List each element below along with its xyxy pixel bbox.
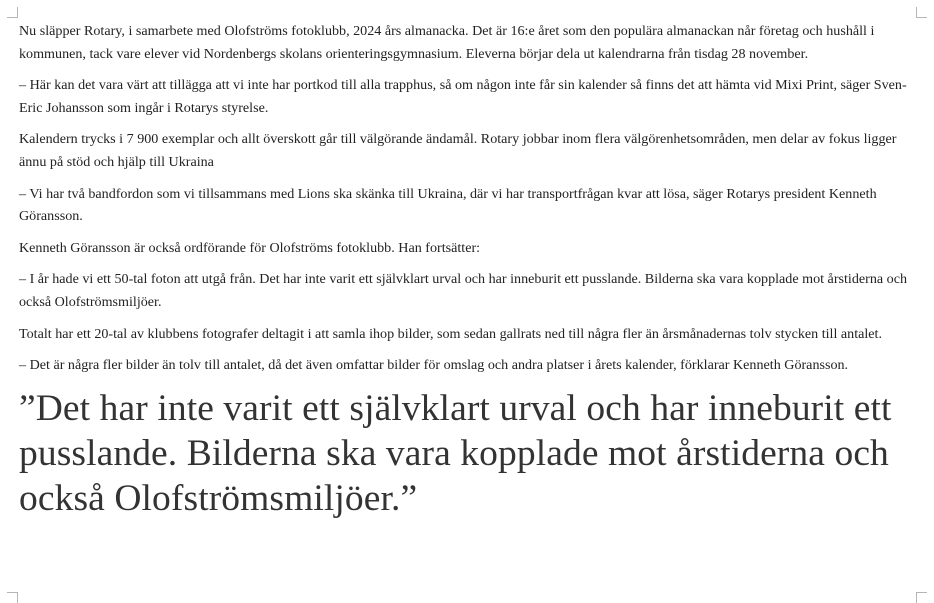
article-paragraph: Kalendern trycks i 7 900 exemplar och allt överskott går till välgörande ändamål. Rotary jobbar inom flera välgörenhetsområden, men delar av fokus ligger ännu på stöd och hjälp till Ukraina xyxy=(19,131,897,170)
page-corner-mark xyxy=(7,592,18,603)
article-paragraph: Totalt har ett 20-tal av klubbens fotografer deltagit i att samla ihop bilder, som sedan gallrats ned till några fler än årsmånadernas tolv stycken till antalet. xyxy=(19,325,882,342)
page-corner-mark xyxy=(7,7,18,18)
article-paragraph: – I år hade vi ett 50-tal foton att utgå från. Det har inte varit ett självklart urval och har inneburit ett pusslande. Bilderna ska vara kopplade mot årstiderna och också Olofströmsmiljöer. xyxy=(19,271,907,310)
article-paragraph: – Här kan det vara värt att tillägga att vi inte har portkod till alla trapphus, så om någon inte får sin kalender så finns det att hämta vid Mixi Print, säger Sven-Eric Johansson som ingår i Rotarys styrelse. xyxy=(19,77,907,116)
page-corner-mark xyxy=(916,7,927,18)
page-corner-mark xyxy=(916,592,927,603)
article-paragraph: – Vi har två bandfordon som vi tillsammans med Lions ska skänka till Ukraina, där vi har transportfrågan kvar att lösa, säger Rotarys president Kenneth Göransson. xyxy=(19,185,877,225)
article-paragraph: – Det är några fler bilder än tolv till antalet, då det även omfattar bilder för omslag och andra platser i årets kalender, förklarar Kenneth Göransson. xyxy=(19,357,849,374)
article-body xyxy=(19,20,911,521)
article-paragraph: Nu släpper Rotary, i samarbete med Olofströms fotoklubb, 2024 års almanacka. Det är 16:e året som den populära almanackan når företag och hushåll i kommunen, tack vare elever vid Nordenbergs skolans orienteringsgymnasium. Eleverna börjar dela ut kalendrarna från tisdag 28 november. xyxy=(19,23,875,62)
article-paragraph: Kenneth Göransson är också ordförande för Olofströms fotoklubb. Han fortsätter: xyxy=(19,239,481,256)
pull-quote: ”Det har inte varit ett självklart urval och har inneburit ett pusslande. Bilderna ska vara kopplade mot årstiderna och också Olofströmsmiljöer.” xyxy=(19,387,892,519)
